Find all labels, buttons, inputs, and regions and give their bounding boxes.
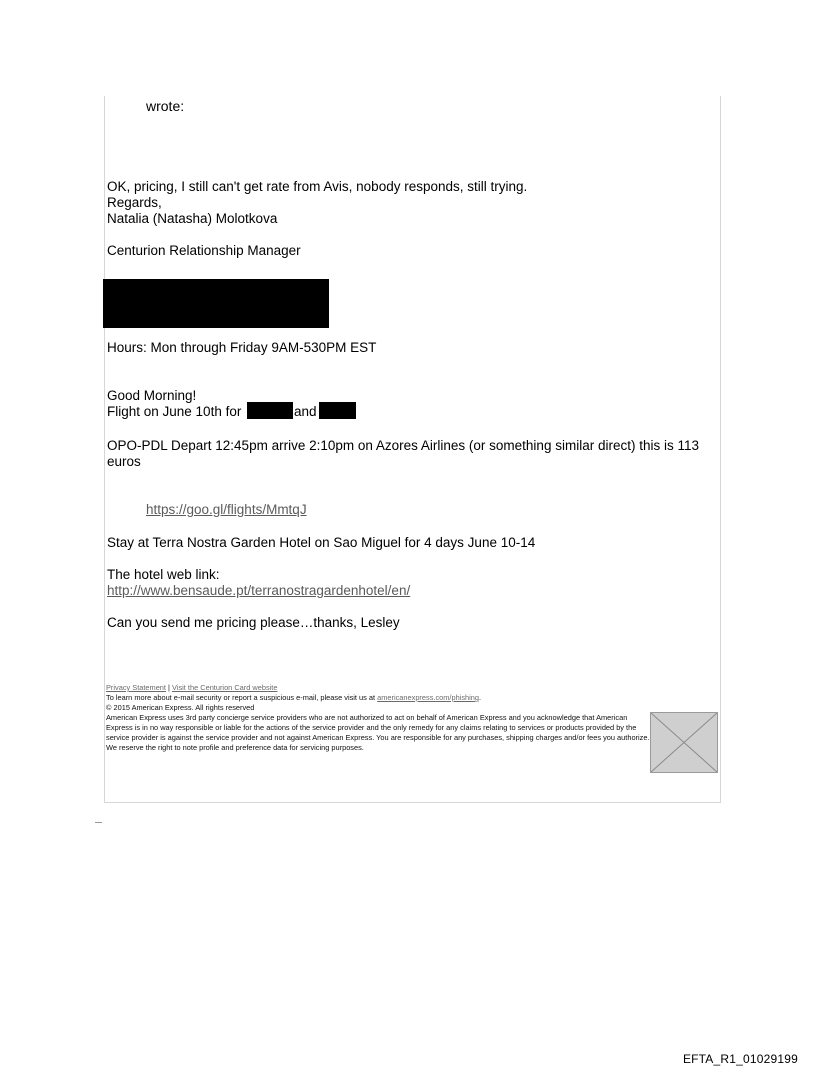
flight-line-text: Flight on June 10th for — [107, 404, 242, 419]
document-id: EFTA_R1_01029199 — [682, 1052, 798, 1066]
footer-links — [106, 683, 651, 693]
route-line: OPO-PDL Depart 12:45pm arrive 2:10pm on Azores Airlines (or something similar direct) this is 113 euros — [107, 438, 699, 469]
centurion-link[interactable]: Visit the Centurion Card website — [172, 683, 278, 692]
security-text: To learn more about e-mail security or report a suspicious e-mail, please visit us at — [106, 693, 376, 702]
sender-name: Natalia (Natasha) Molotkova — [107, 211, 278, 226]
flights-link[interactable]: https://goo.gl/flights/MmtqJ — [146, 502, 307, 517]
hotel-label: The hotel web link: — [107, 567, 220, 582]
stay-line: Stay at Terra Nostra Garden Hotel on Sao Miguel for 4 days June 10-14 — [107, 535, 536, 550]
phishing-link[interactable]: americanexpress.com/phishing — [377, 693, 479, 702]
redaction-name-1 — [247, 402, 293, 419]
broken-image-icon — [650, 712, 718, 773]
footer-separator: | — [168, 683, 170, 692]
sender-title: Centurion Relationship Manager — [107, 243, 301, 258]
disclaimer: American Express uses 3rd party concierge service providers who are not authorized to act on behalf of American Express and you acknowledge that American Express is in no way responsible or liable for the actions of the service provider and the only remedy for any claims relating to services or products provided by the service provider is against the service provider and not against American Express. You are responsible for any purchases, shipping charges and/or fees you authorize. We reserve the right to note profile and preference data for servicing purposes. — [106, 713, 650, 752]
flight-line — [107, 404, 241, 420]
flight-line-and: and — [294, 404, 317, 419]
hotel-link[interactable]: http://www.bensaude.pt/terranostragardenhotel/en/ — [107, 583, 411, 598]
copyright: © 2015 American Express. All rights reserved — [106, 703, 255, 712]
privacy-link[interactable]: Privacy Statement — [106, 683, 166, 692]
redaction-block — [103, 279, 329, 328]
quote-tail: wrote: — [146, 98, 185, 114]
closing-line: Can you send me pricing please…thanks, Lesley — [107, 615, 400, 630]
hours-line: Hours: Mon through Friday 9AM-530PM EST — [107, 340, 377, 355]
redaction-name-2 — [319, 402, 356, 419]
security-line: To learn more about e-mail security or report a suspicious e-mail, please visit us at americanexpress.com/phishing. — [106, 693, 482, 702]
greeting: Good Morning! — [107, 388, 197, 403]
regards: Regards, — [107, 195, 162, 210]
tiny-mark — [95, 817, 102, 823]
reply-line: OK, pricing, I still can't get rate from Avis, nobody responds, still trying. — [107, 179, 528, 194]
